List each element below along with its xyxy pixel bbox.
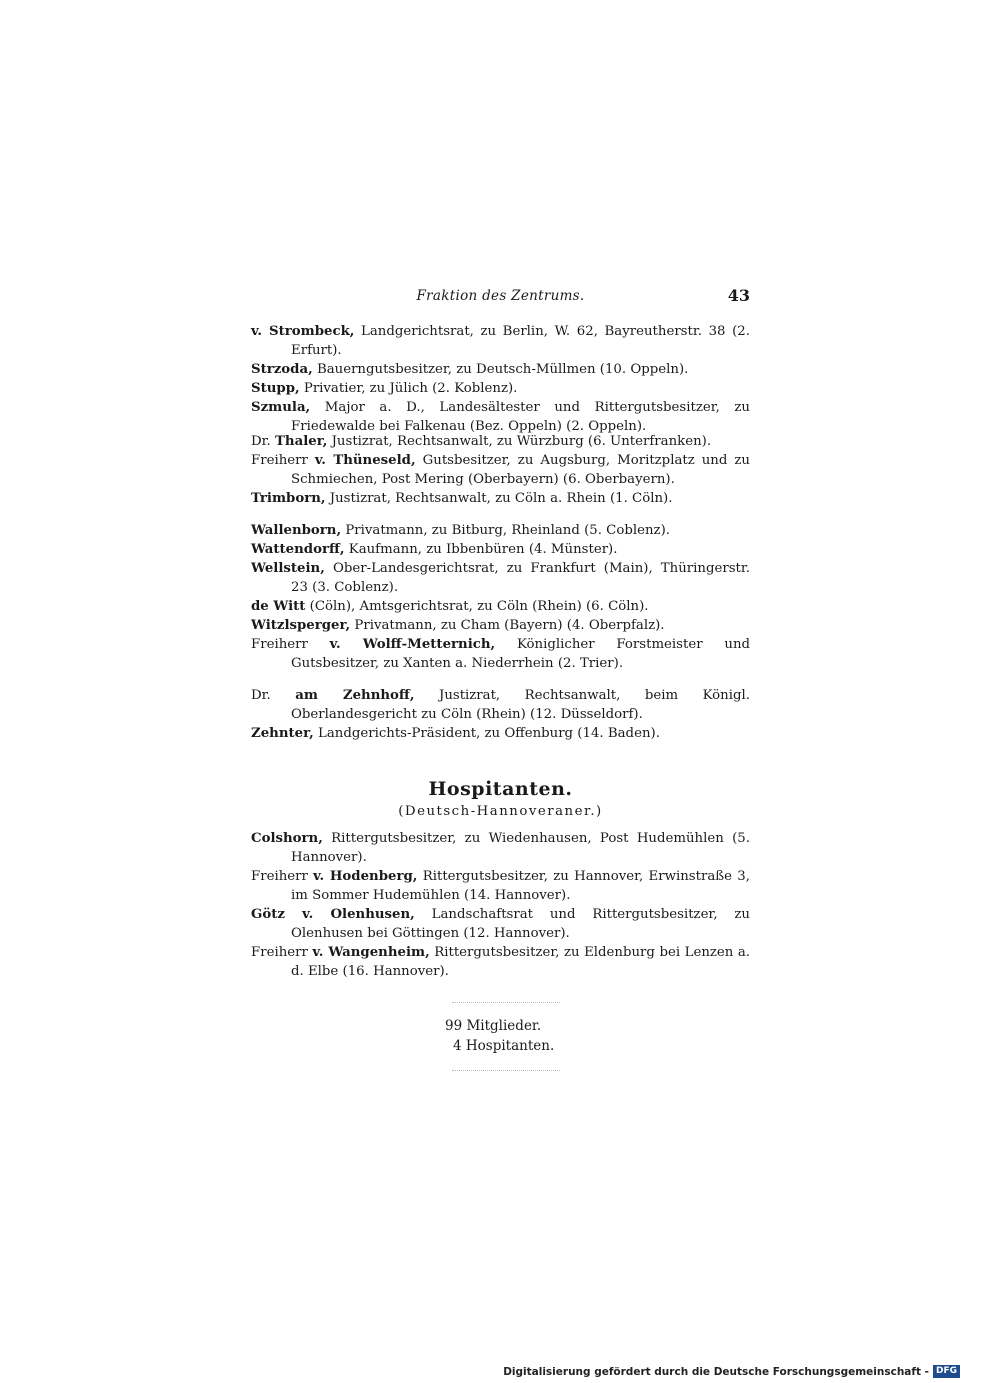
entry-prefix: Freiherr — [251, 637, 330, 652]
entry-name: Götz v. Olenhusen, — [251, 907, 415, 922]
entry-name: v. Thüneseld, — [314, 453, 416, 468]
entry-details: Major a. D., Landesältester und Rittergutsbesitzer, zu Friedewalde bei Falkenau (Bez. Oppeln) (2. Oppeln). — [291, 400, 750, 434]
entry-details: Kaufmann, zu Ibbenbüren (4. Münster). — [344, 542, 618, 557]
list-item — [251, 616, 750, 635]
entry-prefix: Freiherr — [251, 945, 313, 960]
totals — [445, 1016, 554, 1056]
entry-details: Rittergutsbesitzer, zu Hannover, Erwinstraße 3, im Sommer Hudemühlen (14. Hannover). — [291, 869, 750, 903]
entry-name: de Witt — [251, 599, 306, 614]
entry-name: v. Hodenberg, — [313, 869, 418, 884]
member-list-z — [251, 686, 750, 743]
entry-name: Colshorn, — [251, 831, 323, 846]
entry-name: Stupp, — [251, 381, 300, 396]
list-item — [251, 905, 750, 943]
page-number: 43 — [727, 286, 750, 305]
entry-name: v. Wangenheim, — [312, 945, 430, 960]
entry-name: Wellstein, — [251, 561, 325, 576]
separator-rule — [452, 1002, 560, 1003]
entry-prefix: Freiherr — [251, 869, 314, 884]
entry-details: Rittergutsbesitzer, zu Eldenburg bei Lenzen a. d. Elbe (16. Hannover). — [291, 945, 751, 979]
entry-details: Landgerichtsrat, zu Berlin, W. 62, Bayreutherstr. 38 (2. Erfurt). — [291, 324, 750, 358]
list-item — [251, 867, 750, 905]
entry-details: Privatmann, zu Bitburg, Rheinland (5. Coblenz). — [341, 523, 670, 538]
list-item — [251, 360, 750, 379]
member-list-t — [251, 432, 750, 508]
list-item — [251, 398, 750, 436]
list-item — [251, 559, 750, 597]
member-list-w — [251, 521, 750, 673]
entry-name: Thaler, — [275, 434, 328, 449]
entry-details: Landschaftsrat und Rittergutsbesitzer, zu Olenhusen bei Göttingen (12. Hannover). — [291, 907, 750, 941]
entry-details: Gutsbesitzer, zu Augsburg, Moritzplatz und zu Schmiechen, Post Mering (Oberbayern) (6. Oberbayern). — [291, 453, 750, 487]
list-item — [251, 943, 750, 981]
total-members: 99 Mitglieder. — [445, 1018, 542, 1034]
entry-prefix: Freiherr — [251, 453, 315, 468]
entry-name: Witzlsperger, — [251, 618, 351, 633]
hospitanten-subheading: (Deutsch-Hannoveraner.) — [398, 804, 603, 819]
entry-name: v. Wolff-Metternich, — [329, 637, 496, 652]
hospitanten-list — [251, 829, 750, 981]
entry-name: v. Strombeck, — [251, 324, 355, 339]
list-item — [251, 597, 750, 616]
entry-prefix: Dr. — [251, 688, 296, 703]
footer-text: Digitalisierung gefördert durch die Deutsche Forschungsgemeinschaft - — [503, 1365, 929, 1378]
list-item — [251, 829, 750, 867]
list-item — [251, 489, 750, 508]
entry-details: Privatmann, zu Cham (Bayern) (4. Oberpfalz). — [350, 618, 665, 633]
entry-name: Wallenborn, — [251, 523, 342, 538]
running-title: Fraktion des Zentrums. — [416, 288, 585, 304]
entry-name: Zehnter, — [251, 726, 314, 741]
list-item — [251, 686, 750, 724]
list-item — [251, 521, 750, 540]
entry-details: Rittergutsbesitzer, zu Wiedenhausen, Post Hudemühlen (5. Hannover). — [291, 831, 750, 865]
list-item — [251, 540, 750, 559]
entry-details: Ober-Landesgerichtsrat, zu Frankfurt (Main), Thüringerstr. 23 (3. Coblenz). — [291, 561, 750, 595]
entry-name: Strzoda, — [251, 362, 313, 377]
entry-name: Trimborn, — [251, 491, 326, 506]
entry-details: Justizrat, Rechtsanwalt, zu Cöln a. Rhein (1. Cöln). — [325, 491, 673, 506]
list-item — [251, 432, 750, 451]
dfg-logo: DFG — [933, 1365, 960, 1378]
separator-rule — [452, 1070, 560, 1071]
entry-details: (Cöln), Amtsgerichtsrat, zu Cöln (Rhein) (6. Cöln). — [305, 599, 649, 614]
digitization-footer — [503, 1365, 960, 1378]
list-item — [251, 379, 750, 398]
list-item — [251, 451, 750, 489]
entry-details: Justizrat, Rechtsanwalt, zu Würzburg (6. Unterfranken). — [327, 434, 712, 449]
entry-details: Bauerngutsbesitzer, zu Deutsch-Müllmen (10. Oppeln). — [312, 362, 689, 377]
entry-details: Landgerichts-Präsident, zu Offenburg (14. Baden). — [313, 726, 660, 741]
page-header — [251, 288, 750, 308]
list-item — [251, 635, 750, 673]
entry-prefix: Dr. — [251, 434, 276, 449]
hospitanten-heading: Hospitanten. — [428, 778, 573, 800]
entry-name: Wattendorff, — [251, 542, 345, 557]
member-list-s — [251, 322, 750, 436]
list-item — [251, 322, 750, 360]
total-hospitants: 4 Hospitanten. — [453, 1038, 555, 1054]
entry-details: Privatier, zu Jülich (2. Koblenz). — [299, 381, 518, 396]
list-item — [251, 724, 750, 743]
entry-name: am Zehnhoff, — [295, 688, 415, 703]
entry-details: Justizrat, Rechtsanwalt, beim Königl. Oberlandesgericht zu Cöln (Rhein) (12. Düsseldorf). — [291, 688, 750, 722]
entry-details: Königlicher Forstmeister und Gutsbesitzer, zu Xanten a. Niederrhein (2. Trier). — [291, 637, 751, 671]
entry-name: Szmula, — [251, 400, 311, 415]
